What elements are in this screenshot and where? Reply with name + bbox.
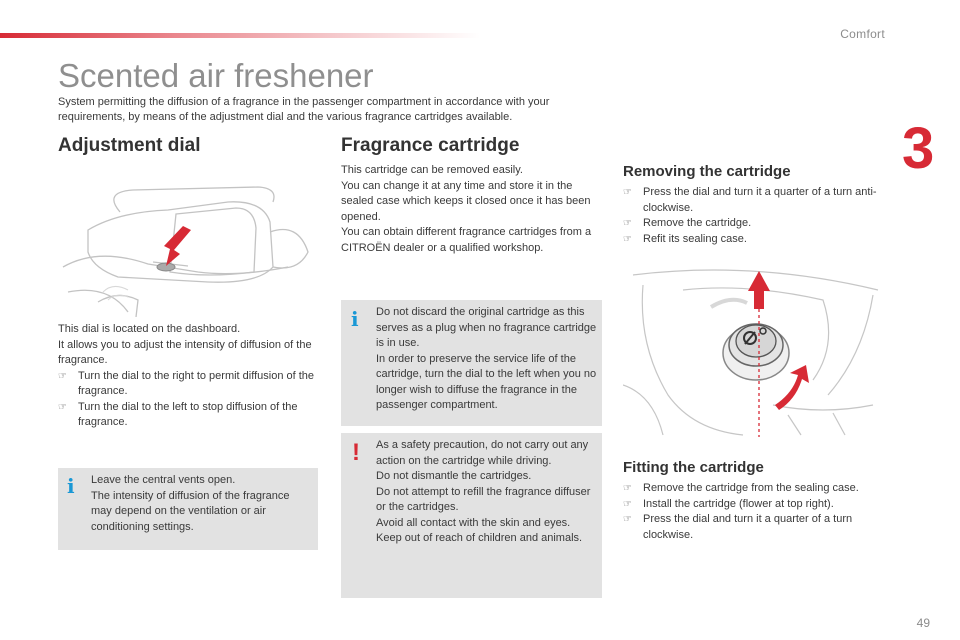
cartridge-line: You can obtain different fragrance cartridges from a CITROËN dealer or a qualified workshop. [341, 226, 592, 254]
page-number: 49 [916, 616, 930, 630]
info-line: Do not discard the original cartridge as this serves as a plug when no fragrance cartridge is in use. [376, 306, 597, 349]
warning-line: Do not attempt to refill the fragrance diffuser or the cartridges. [376, 485, 591, 513]
info-icon: i [67, 474, 75, 498]
fragrance-cartridge-text [341, 163, 603, 256]
adjustment-bullet: ☞ Turn the dial to the right to permit diffusion of the fragrance. [58, 369, 320, 400]
cartridge-line: You can change it at any time and store it in the sealed case which keeps it closed once it has been opened. [341, 179, 591, 223]
fitting-step: ☞ Install the cartridge (flower at top right). [623, 497, 885, 513]
warning-box [341, 433, 602, 598]
info-icon: i [351, 307, 359, 331]
dashboard-dial-illustration [58, 172, 313, 317]
adjustment-bullet: ☞ Turn the dial to the left to stop diffusion of the fragrance. [58, 400, 320, 431]
info-line: In order to preserve the service life of the cartridge, turn the dial to the left when you no longer wish to diffuse the fragrance in the passenger compartment. [376, 352, 597, 411]
page-title: Scented air freshener [58, 57, 374, 94]
adjustment-dial-heading: Adjustment dial [58, 135, 201, 156]
section-label: Comfort [840, 27, 885, 41]
removing-cartridge-heading: Removing the cartridge [623, 163, 791, 180]
info-line: The intensity of diffusion of the fragrance may depend on the ventilation or air conditioning settings. [91, 489, 290, 533]
cartridge-removal-illustration [623, 265, 883, 438]
removing-step: ☞ Press the dial and turn it a quarter of a turn anti-clockwise. [623, 185, 885, 216]
cartridge-line: This cartridge can be removed easily. [341, 164, 523, 176]
fitting-step: ☞ Press the dial and turn it a quarter of a turn clockwise. [623, 512, 885, 543]
info-box-vents [58, 468, 318, 550]
fitting-step: ☞ Remove the cartridge from the sealing case. [623, 481, 885, 497]
intro-text: System permitting the diffusion of a fragrance in the passenger compartment in accordance with your requirements, by means of the adjustment dial and the various fragrance cartridges available. [58, 96, 550, 123]
chapter-number: 3 [902, 116, 935, 181]
adjustment-line: It allows you to adjust the intensity of diffusion of the fragrance. [58, 338, 312, 366]
warning-line: Avoid all contact with the skin and eyes. [376, 516, 571, 529]
removing-step: ☞ Refit its sealing case. [623, 232, 885, 248]
warning-line: Do not dismantle the cartridges. [376, 470, 532, 482]
warning-icon: ! [352, 439, 360, 466]
fitting-cartridge-steps [623, 481, 885, 543]
fragrance-cartridge-heading: Fragrance cartridge [341, 135, 520, 156]
warning-line: As a safety precaution, do not carry out any action on the cartridge while driving. [376, 439, 589, 467]
removing-step: ☞ Remove the cartridge. [623, 216, 885, 232]
adjustment-dial-text [58, 322, 320, 431]
adjustment-line: This dial is located on the dashboard. [58, 323, 241, 335]
info-box-cartridge [341, 300, 602, 426]
fitting-cartridge-heading: Fitting the cartridge [623, 459, 764, 476]
warning-line: Keep out of reach of children and animals. [376, 532, 583, 544]
header-accent-bar [0, 33, 480, 38]
removing-cartridge-steps [623, 185, 885, 247]
info-line: Leave the central vents open. [91, 474, 236, 486]
